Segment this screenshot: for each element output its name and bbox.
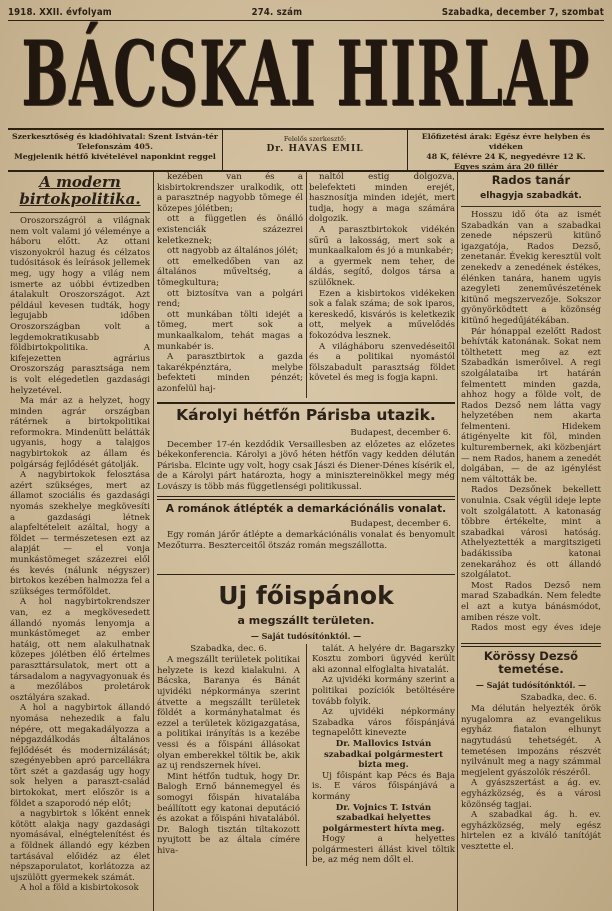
paragraph: A megszállt területek politikai helyzete is kezd kialakulni. A Bácska, Baranya és Bánát ujvidéki népkormánya szerint átvette a megszállt területek földét a kormányhatalmat és ezzel a területek közigazgatása, a politikai irányítás is a kezébe vessi és a főispáni állásokat olyan emberekkel töltik be, akik az uj rendszernek hívei. xyxy=(157,655,300,772)
paragraph: Az ujvidéki kormány szerint a politikai pozíciók betöltésére tovább folyik. xyxy=(312,675,455,707)
paragraph: Ma már az a helyzet, hogy minden agrár országban rátérnek a birtokpolitikai reformokra. Mindenütt belátták ugyanis, hogy a talajgos nagybirtokok az állam és polgárság fejlődését gátolják. xyxy=(10,396,150,470)
office-info xyxy=(8,130,222,170)
article-modern-birtokpolitika xyxy=(10,172,150,911)
paragraph: naltól estig dolgozva, belefekteti minden erejét, hasznosítja minden idejét, mert tudja, hogy a maga számára dolgozik. xyxy=(309,172,455,225)
paragraph: Oroszországról a világnak nem volt valami jó véleménye a háboru előtt. Az ottani viszonyokról hazug és célzatos tudósitások és leírások jellemek meg, ugy hogy a világ nem ismerte az uóbbi évtizedben átalakult Oroszországot. Azt például kevesen tudták, hogy legujabb időben Oroszországban volt a legdemokratikusabb földbirtokpolitika. A kifejezetten agrárius Oroszország parasztsága nem is volt elégedetlen gazdasági helyzetével. xyxy=(10,216,150,396)
editor-name: Dr. HAVAS EMIL xyxy=(266,144,364,154)
article-continuation-col2 xyxy=(157,172,303,400)
paragraph: A világháboru szenvedéseitől és a politikai nyomástól fölszabadult parasztság földet követel és meg is fogja kapni. xyxy=(309,341,455,384)
price-line: Előfizetési árak: Egész évre helyben és vidéken xyxy=(421,132,591,151)
paragraph: Rados most egy éves ideje xyxy=(471,623,601,634)
korossy-title: Körössy Dezső temetése. xyxy=(483,649,579,676)
paragraph: A hol nagybirtokrendszer van, ez a megkövesedett állandó nyomás lenyomja a munkástömeget az ember hatáig, ott nem alakulhatnak közepes jólétben élő értelmes paraszttársulatok, mert ott a társadalom a nagyvagyonuak és a mezőlábos proletárok osztályára szakad. xyxy=(10,597,150,703)
paragraph: Hogy a helyettes polgármesteri állást kivel töltik be, az még nem dőlt el. xyxy=(312,834,455,866)
paragraph: ott nagyobb az általános jólét; xyxy=(167,246,299,257)
paragraph: A hol a nagybirtok állandó nyomása nehezedik a falu népére, ott megakadályozza a népgazdálkodás általános fejlődését és modernizálását; szegényebben apró parcellákra tört szét a gazdaság ugy hogy sok helyen a paraszt-család birtokokat, mert először is a földet a szaporodó nép előt; xyxy=(10,703,150,809)
paragraph: Most Rados Dezső nem marad Szabadkán. Nem feledte el azt a kutya bánásmódot, amiben része volt. xyxy=(461,580,601,623)
karolyi-dateline: Budapest, december 6. xyxy=(350,428,451,438)
uj-columns xyxy=(157,644,455,866)
rados-title: Rados tanár xyxy=(491,173,571,187)
korossy-byline: — Saját tudósítónktól. — xyxy=(475,680,587,690)
uj-col-b xyxy=(306,644,455,866)
article-rados xyxy=(461,172,601,634)
paragraph: ott biztosítva van a polgári rend; xyxy=(157,288,303,310)
editor-info xyxy=(222,130,408,170)
price-line: Egyes szám ára 20 fillér xyxy=(454,162,558,171)
romanok-text: Egy román járőr átlépte a demarkációnális vonalat és benyomult Mezőturra. Beszterceitől ötszáz román megszállotta. xyxy=(157,530,455,551)
karolyi-title: Károlyi hétfőn Párisba utazik. xyxy=(176,406,436,424)
paragraph: A parasztbirtok a gazda takarékpénztára, melybe befekteti minden pénzét; azonfelül haj- xyxy=(157,352,303,394)
column-rule xyxy=(153,172,154,911)
date-line: Szabadka, december 7, szombat xyxy=(441,6,604,18)
karolyi-text: December 17-én kezdődik Versaillesben az előzetes az előzetes békekonferencia. Károlyi a jövő héten hétfőn vagy kedden délután Párisba. Elcinte ugy volt, hogy csak Jászi és Diener-Dénes kísérik el, de a Károlyi párt határozta, hogy a minisztereinökkel megy még Lovászy is több más függetlenségi politikussal. xyxy=(157,439,455,492)
divider xyxy=(461,206,601,207)
masthead-title: BÁCSKAI HIRLAP xyxy=(21,21,591,127)
office-line: Szerkesztőség és kiadóhivatal: Szent István-tér xyxy=(12,132,218,141)
romanok-title: A románok átlépték a demarkációnális vonalat. xyxy=(165,502,447,515)
paragraph: Uj főispánt kap Pécs és Baja is. E város főispánjává a kormány xyxy=(312,770,455,802)
uj-col-a xyxy=(157,644,300,866)
paragraph: A nagybirtokok felosztása azért szükséges, mert az államot szociális és gazdasági nyomás szekhelye megkövesíti a gazdasági létnek alapfeltételeit azáltal, hogy a földet — természetesen ezt az alapját — el vonja munkástömeget százezrei elől és kevés (nálunk négyszer) birtokos kezében halmozza fel a szükséges termőföldet. xyxy=(10,470,150,597)
column-rule xyxy=(457,172,458,911)
article-uj-foispanok xyxy=(157,580,455,911)
subscription-info xyxy=(408,130,604,170)
paragraph: a nagybirtok s lőként ennek kötött alakja nagy gazdasági nyomásával, elnégtelenítést és a földnek állandó egy kézben tartásával előidéz az élet népszaporulatot, korlátozza az ujszülött gyermekek számát. xyxy=(10,809,150,883)
issue-number: 274. szám xyxy=(251,6,303,18)
paragraph: A szabadkai ág. h. ev. egyházközség, mely egész hirtelen ez a kiváló tanítóját vesztette el. xyxy=(461,810,601,852)
editor-label: Felelős szerkesztő: xyxy=(283,135,347,143)
paragraph: ott a független és önálló existenciák százezrei keletkeznek; xyxy=(157,214,303,246)
paragraph: A hol a föld a kisbirtokosok xyxy=(20,883,139,894)
office-line: Telefonszám 405. xyxy=(77,142,153,151)
info-bar xyxy=(8,128,604,172)
korossy-dateline: Szabadka, dec. 6. xyxy=(520,692,597,703)
paragraph: Mint hétfőn tudtuk, hogy Dr. Balogh Ernő bánnemegyel és somogyi főispán hivatalába beállított egy katonai deputáció és azokat a főispáni hivatalából. Dr. Balogh tisztán tiltakozott nyujtott be az általa címére hiva- xyxy=(157,771,300,856)
uj-byline: — Saját tudósítónktól. — xyxy=(250,631,362,641)
paragraph: kezében van és a kisbirtokrendszer uralkodik, ott a parasztnép nagyobb tömege él közepes jólétben; xyxy=(157,172,303,214)
paragraph: Rados Dezsőnek bekellett vonulnia. Csak végül ideje lepte volt szolgálatott. A katonaság többre értékelte, mint a szabadkai városi hatóság. Athelyeztették a margitszigeti badákissiba katonai zenekarához és ott állandó szolgálatot. xyxy=(461,485,601,581)
column-rule xyxy=(306,172,307,398)
paragraph: ott emelkedőben van az általános műveltség, a tömegkultura; xyxy=(157,256,303,288)
price-line: 48 K, félévre 24 K, negyedévre 12 K. xyxy=(426,152,586,161)
uj-subtitle: a megszállt területen. xyxy=(237,614,375,627)
article-korossy xyxy=(461,640,601,911)
divider xyxy=(157,496,455,500)
article-continuation-col3 xyxy=(309,172,455,400)
news-block-middle xyxy=(157,402,455,575)
paragraph: A parasztbirtokok vidékén sűrű a lakosság, mert sok a munkaalkalom és jó a munkabér; xyxy=(309,224,455,257)
paragraph: Dr. Vojnics T. István szabadkai helyettes polgármestert hívta meg. xyxy=(322,802,445,834)
paragraph: A gyászszertást a ág. ev. egyházközség, és a városi közönség tagjai. xyxy=(461,778,601,810)
romanok-dateline: Budapest, december 6. xyxy=(350,518,451,529)
paragraph: Pár hónappal ezelőtt Radost behívták katonának. Sokat nem tölthetett meg az ezt Szabadkán ismerőivel. A regi szolgálataiba irt határán felmentett minden gazda, ahhoz hogy a földe volt, de Rados Dezső nem látta vagy helyzetében nem akarta felmenteni. Hidekem átigényelte kit föl, minden kulturembernek, aki közbenjárt — nem Rados, hanem a zenedét dolgában, — de az igénylést nem váltották be. xyxy=(461,326,601,485)
paragraph: Az ujvidéki népkormány Szabadka város főispánjává tegnapelőtt kinevezte xyxy=(312,707,455,739)
paragraph: Dr. Mallovics István szabadkai polgármestert bizta meg. xyxy=(323,738,444,771)
uj-dateline: Szabadka, dec. 6. xyxy=(190,643,267,654)
paragraph: a gyermek nem teher, de áldás, segítő, dolgos társa a szülőknek. xyxy=(309,256,455,288)
article-title: A modern birtokpolitika. xyxy=(19,173,141,208)
volume-info: 1918. XXII. évfolyam xyxy=(8,6,112,18)
divider xyxy=(461,643,601,647)
top-line xyxy=(8,4,604,21)
office-line: Megjelenik hétfő kivételével naponkint reggel xyxy=(14,152,216,161)
paragraph: Ezen a kisbirtokos vidékeken sok a falak száma; de sok iparos, kereskedő, kisvárós is keletkezik ott, melyek a művelődés fokozódva lesznek. xyxy=(309,288,455,341)
paragraph: talát. A helyére dr. Bagarszky Kosztu zombori ügyvéd került aki azonnal elfoglalta hivatalát. xyxy=(312,643,455,675)
paragraph: ott munkában tölti idejét a tömeg, mert sok a munkaalkalom, tehát magas a munkabér is. xyxy=(157,309,303,352)
rados-subtitle: elhagyja szabadkát. xyxy=(480,191,582,201)
paragraph: Hosszu idő óta az ismét Szabadkán van a szabadkai zenede népszerü kitünő igazgatója, Rados Dezső, zenetanár. Évekig keresztül volt zenekedv a zenedének éstékes, élénken tanára, hanem ugyis azegyleti zeneművészetének kitünő megszervezője. Sokszor gyönyörködtett a közönség kitünő hegedűjátékában. xyxy=(461,210,601,326)
divider xyxy=(10,212,150,213)
masthead xyxy=(4,22,608,126)
paragraph: Ma délután helyezték örök nyugalomra az evangelikus egyház fiatalon elhunyt nagytudású tehetségét. A temetésen impozáns részvét nyilvánult meg a nagy számmal megjelent gyászolók részéről. xyxy=(461,704,601,778)
uj-title: Uj főispánok xyxy=(218,581,394,610)
